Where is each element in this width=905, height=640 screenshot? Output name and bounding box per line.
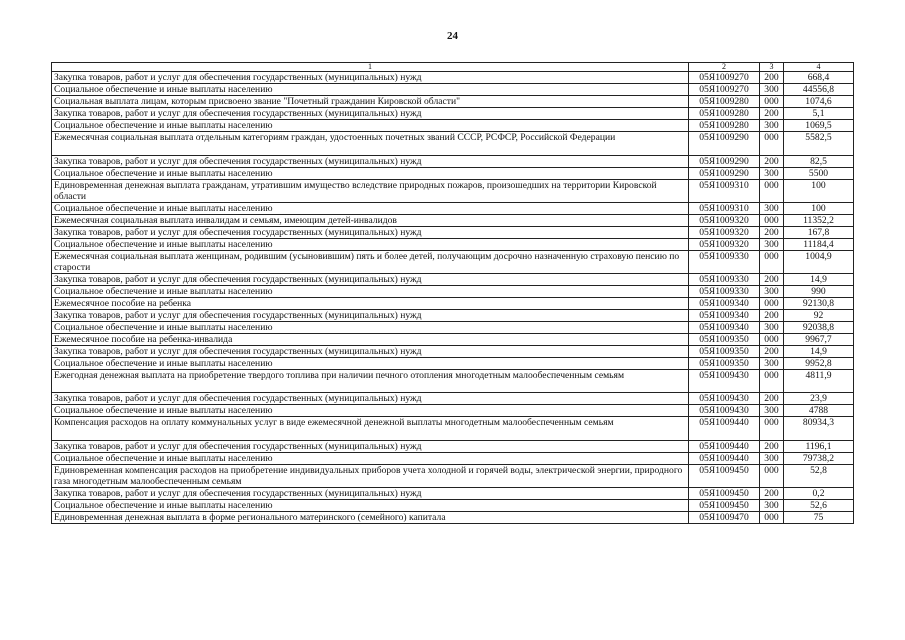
row-description: Ежегодная денежная выплата на приобретение твердого топлива при наличии печного отопления многодетным малообеспеченным семьям <box>52 370 689 393</box>
row-description: Социальное обеспечение и иные выплаты населению <box>52 286 689 298</box>
row-target-code: 05Я1009290 <box>689 156 760 168</box>
row-target-code: 05Я1009310 <box>689 180 760 203</box>
row-description: Единовременная компенсация расходов на приобретение индивидуальных приборов учета холодной и горячей воды, электрической энергии, природного газа многодетным малообеспеченным семьям <box>52 465 689 488</box>
row-target-code: 05Я1009450 <box>689 500 760 512</box>
row-target-code: 05Я1009290 <box>689 132 760 156</box>
row-description: Компенсация расходов на оплату коммунальных услуг в виде ежемесячной денежной выплаты многодетным малообеспеченным семьям <box>52 417 689 441</box>
table-row <box>52 274 854 286</box>
row-expense-type: 200 <box>760 108 784 120</box>
table-row <box>52 334 854 346</box>
row-target-code: 05Я1009310 <box>689 203 760 215</box>
row-expense-type: 000 <box>760 96 784 108</box>
row-amount: 11352,2 <box>784 215 854 227</box>
row-amount: 100 <box>784 180 854 203</box>
budget-table <box>51 62 854 524</box>
row-target-code: 05Я1009320 <box>689 227 760 239</box>
row-amount: 14,9 <box>784 346 854 358</box>
row-amount: 5582,5 <box>784 132 854 156</box>
row-description: Закупка товаров, работ и услуг для обеспечения государственных (муниципальных) нужд <box>52 393 689 405</box>
row-amount: 52,6 <box>784 500 854 512</box>
row-target-code: 05Я1009430 <box>689 370 760 393</box>
table-row <box>52 180 854 203</box>
row-description: Закупка товаров, работ и услуг для обеспечения государственных (муниципальных) нужд <box>52 108 689 120</box>
table-row <box>52 488 854 500</box>
row-amount: 11184,4 <box>784 239 854 251</box>
row-description: Социальное обеспечение и иные выплаты населению <box>52 405 689 417</box>
table-row <box>52 346 854 358</box>
row-description: Ежемесячная социальная выплата инвалидам и семьям, имеющим детей-инвалидов <box>52 215 689 227</box>
row-description: Социальное обеспечение и иные выплаты населению <box>52 203 689 215</box>
table-row <box>52 227 854 239</box>
row-expense-type: 200 <box>760 310 784 322</box>
table-row <box>52 108 854 120</box>
row-target-code: 05Я1009280 <box>689 96 760 108</box>
row-amount: 44556,8 <box>784 84 854 96</box>
row-expense-type: 000 <box>760 215 784 227</box>
row-description: Ежемесячное пособие на ребенка <box>52 298 689 310</box>
row-expense-type: 300 <box>760 286 784 298</box>
row-amount: 79738,2 <box>784 453 854 465</box>
row-expense-type: 000 <box>760 251 784 274</box>
row-target-code: 05Я1009440 <box>689 441 760 453</box>
row-expense-type: 000 <box>760 512 784 524</box>
column-header: 4 <box>784 63 854 72</box>
row-amount: 23,9 <box>784 393 854 405</box>
row-description: Закупка товаров, работ и услуг для обеспечения государственных (муниципальных) нужд <box>52 310 689 322</box>
row-amount: 82,5 <box>784 156 854 168</box>
row-expense-type: 300 <box>760 500 784 512</box>
row-target-code: 05Я1009340 <box>689 322 760 334</box>
row-amount: 9967,7 <box>784 334 854 346</box>
row-target-code: 05Я1009430 <box>689 405 760 417</box>
row-expense-type: 300 <box>760 120 784 132</box>
row-description: Ежемесячное пособие на ребенка-инвалида <box>52 334 689 346</box>
row-description: Единовременная денежная выплата гражданам, утратившим имущество вследствие природных пожаров, произошедших на территории Кировской области <box>52 180 689 203</box>
row-description: Социальное обеспечение и иные выплаты населению <box>52 120 689 132</box>
column-header: 2 <box>689 63 760 72</box>
row-expense-type: 300 <box>760 405 784 417</box>
row-description: Закупка товаров, работ и услуг для обеспечения государственных (муниципальных) нужд <box>52 227 689 239</box>
row-target-code: 05Я1009350 <box>689 358 760 370</box>
table-row <box>52 441 854 453</box>
row-description: Закупка товаров, работ и услуг для обеспечения государственных (муниципальных) нужд <box>52 274 689 286</box>
row-expense-type: 200 <box>760 346 784 358</box>
row-description: Социальное обеспечение и иные выплаты населению <box>52 453 689 465</box>
row-target-code: 05Я1009270 <box>689 84 760 96</box>
row-expense-type: 300 <box>760 453 784 465</box>
row-description: Социальное обеспечение и иные выплаты населению <box>52 500 689 512</box>
row-expense-type: 300 <box>760 322 784 334</box>
table-row <box>52 417 854 441</box>
row-expense-type: 300 <box>760 358 784 370</box>
row-amount: 92038,8 <box>784 322 854 334</box>
row-expense-type: 200 <box>760 72 784 84</box>
row-target-code: 05Я1009470 <box>689 512 760 524</box>
row-description: Закупка товаров, работ и услуг для обеспечения государственных (муниципальных) нужд <box>52 488 689 500</box>
row-amount: 0,2 <box>784 488 854 500</box>
row-expense-type: 300 <box>760 203 784 215</box>
table-row <box>52 156 854 168</box>
row-description: Единовременная денежная выплата в форме регионального материнского (семейного) капитала <box>52 512 689 524</box>
page-number: 24 <box>447 30 458 42</box>
row-target-code: 05Я1009430 <box>689 393 760 405</box>
table-row <box>52 168 854 180</box>
row-amount: 5,1 <box>784 108 854 120</box>
table-row <box>52 500 854 512</box>
row-target-code: 05Я1009290 <box>689 168 760 180</box>
row-description: Социальное обеспечение и иные выплаты населению <box>52 322 689 334</box>
table-row <box>52 132 854 156</box>
table-row <box>52 322 854 334</box>
row-description: Социальное обеспечение и иные выплаты населению <box>52 84 689 96</box>
row-amount: 1004,9 <box>784 251 854 274</box>
column-header: 3 <box>760 63 784 72</box>
row-amount: 668,4 <box>784 72 854 84</box>
row-target-code: 05Я1009440 <box>689 417 760 441</box>
row-target-code: 05Я1009320 <box>689 239 760 251</box>
table-row <box>52 393 854 405</box>
row-expense-type: 000 <box>760 132 784 156</box>
row-expense-type: 300 <box>760 84 784 96</box>
table-row <box>52 512 854 524</box>
table-row <box>52 215 854 227</box>
table-row <box>52 453 854 465</box>
row-expense-type: 000 <box>760 370 784 393</box>
row-target-code: 05Я1009330 <box>689 251 760 274</box>
row-description: Закупка товаров, работ и услуг для обеспечения государственных (муниципальных) нужд <box>52 72 689 84</box>
row-amount: 9952,8 <box>784 358 854 370</box>
row-description: Социальное обеспечение и иные выплаты населению <box>52 358 689 370</box>
row-amount: 167,8 <box>784 227 854 239</box>
row-amount: 75 <box>784 512 854 524</box>
row-expense-type: 200 <box>760 227 784 239</box>
row-expense-type: 300 <box>760 168 784 180</box>
row-amount: 990 <box>784 286 854 298</box>
table-row <box>52 358 854 370</box>
table-row <box>52 298 854 310</box>
row-target-code: 05Я1009340 <box>689 310 760 322</box>
row-target-code: 05Я1009270 <box>689 72 760 84</box>
row-target-code: 05Я1009330 <box>689 286 760 298</box>
table-row <box>52 84 854 96</box>
row-amount: 100 <box>784 203 854 215</box>
table-row <box>52 96 854 108</box>
table-row <box>52 405 854 417</box>
row-target-code: 05Я1009280 <box>689 108 760 120</box>
table-row <box>52 251 854 274</box>
row-expense-type: 200 <box>760 274 784 286</box>
row-expense-type: 000 <box>760 334 784 346</box>
row-amount: 52,8 <box>784 465 854 488</box>
row-description: Социальное обеспечение и иные выплаты населению <box>52 168 689 180</box>
table-row <box>52 72 854 84</box>
row-expense-type: 000 <box>760 180 784 203</box>
row-description: Социальная выплата лицам, которым присвоено звание "Почетный гражданин Кировской области" <box>52 96 689 108</box>
row-amount: 92 <box>784 310 854 322</box>
column-header: 1 <box>52 63 689 72</box>
row-amount: 1074,6 <box>784 96 854 108</box>
table-row <box>52 370 854 393</box>
row-target-code: 05Я1009450 <box>689 465 760 488</box>
row-target-code: 05Я1009350 <box>689 346 760 358</box>
row-expense-type: 000 <box>760 417 784 441</box>
row-target-code: 05Я1009450 <box>689 488 760 500</box>
row-amount: 5500 <box>784 168 854 180</box>
table-row <box>52 286 854 298</box>
table-row <box>52 239 854 251</box>
row-target-code: 05Я1009280 <box>689 120 760 132</box>
row-description: Закупка товаров, работ и услуг для обеспечения государственных (муниципальных) нужд <box>52 441 689 453</box>
row-description: Закупка товаров, работ и услуг для обеспечения государственных (муниципальных) нужд <box>52 156 689 168</box>
table-header-row <box>52 63 854 72</box>
row-amount: 1069,5 <box>784 120 854 132</box>
row-target-code: 05Я1009330 <box>689 274 760 286</box>
row-expense-type: 300 <box>760 239 784 251</box>
row-expense-type: 200 <box>760 488 784 500</box>
row-target-code: 05Я1009320 <box>689 215 760 227</box>
row-amount: 80934,3 <box>784 417 854 441</box>
row-amount: 92130,8 <box>784 298 854 310</box>
row-expense-type: 200 <box>760 393 784 405</box>
row-description: Закупка товаров, работ и услуг для обеспечения государственных (муниципальных) нужд <box>52 346 689 358</box>
table-row <box>52 465 854 488</box>
table-row <box>52 310 854 322</box>
row-target-code: 05Я1009440 <box>689 453 760 465</box>
row-amount: 1196,1 <box>784 441 854 453</box>
row-amount: 4811,9 <box>784 370 854 393</box>
row-amount: 4788 <box>784 405 854 417</box>
row-expense-type: 000 <box>760 465 784 488</box>
table-body <box>52 72 854 524</box>
row-amount: 14,9 <box>784 274 854 286</box>
row-description: Ежемесячная социальная выплата отдельным категориям граждан, удостоенных почетных званий СССР, РСФСР, Российской Федерации <box>52 132 689 156</box>
row-expense-type: 200 <box>760 156 784 168</box>
row-expense-type: 200 <box>760 441 784 453</box>
row-expense-type: 000 <box>760 298 784 310</box>
table-row <box>52 203 854 215</box>
row-description: Социальное обеспечение и иные выплаты населению <box>52 239 689 251</box>
row-target-code: 05Я1009350 <box>689 334 760 346</box>
row-description: Ежемесячная социальная выплата женщинам, родившим (усыновившим) пять и более детей, получающим досрочно назначенную страховую пенсию по старости <box>52 251 689 274</box>
row-target-code: 05Я1009340 <box>689 298 760 310</box>
table-row <box>52 120 854 132</box>
